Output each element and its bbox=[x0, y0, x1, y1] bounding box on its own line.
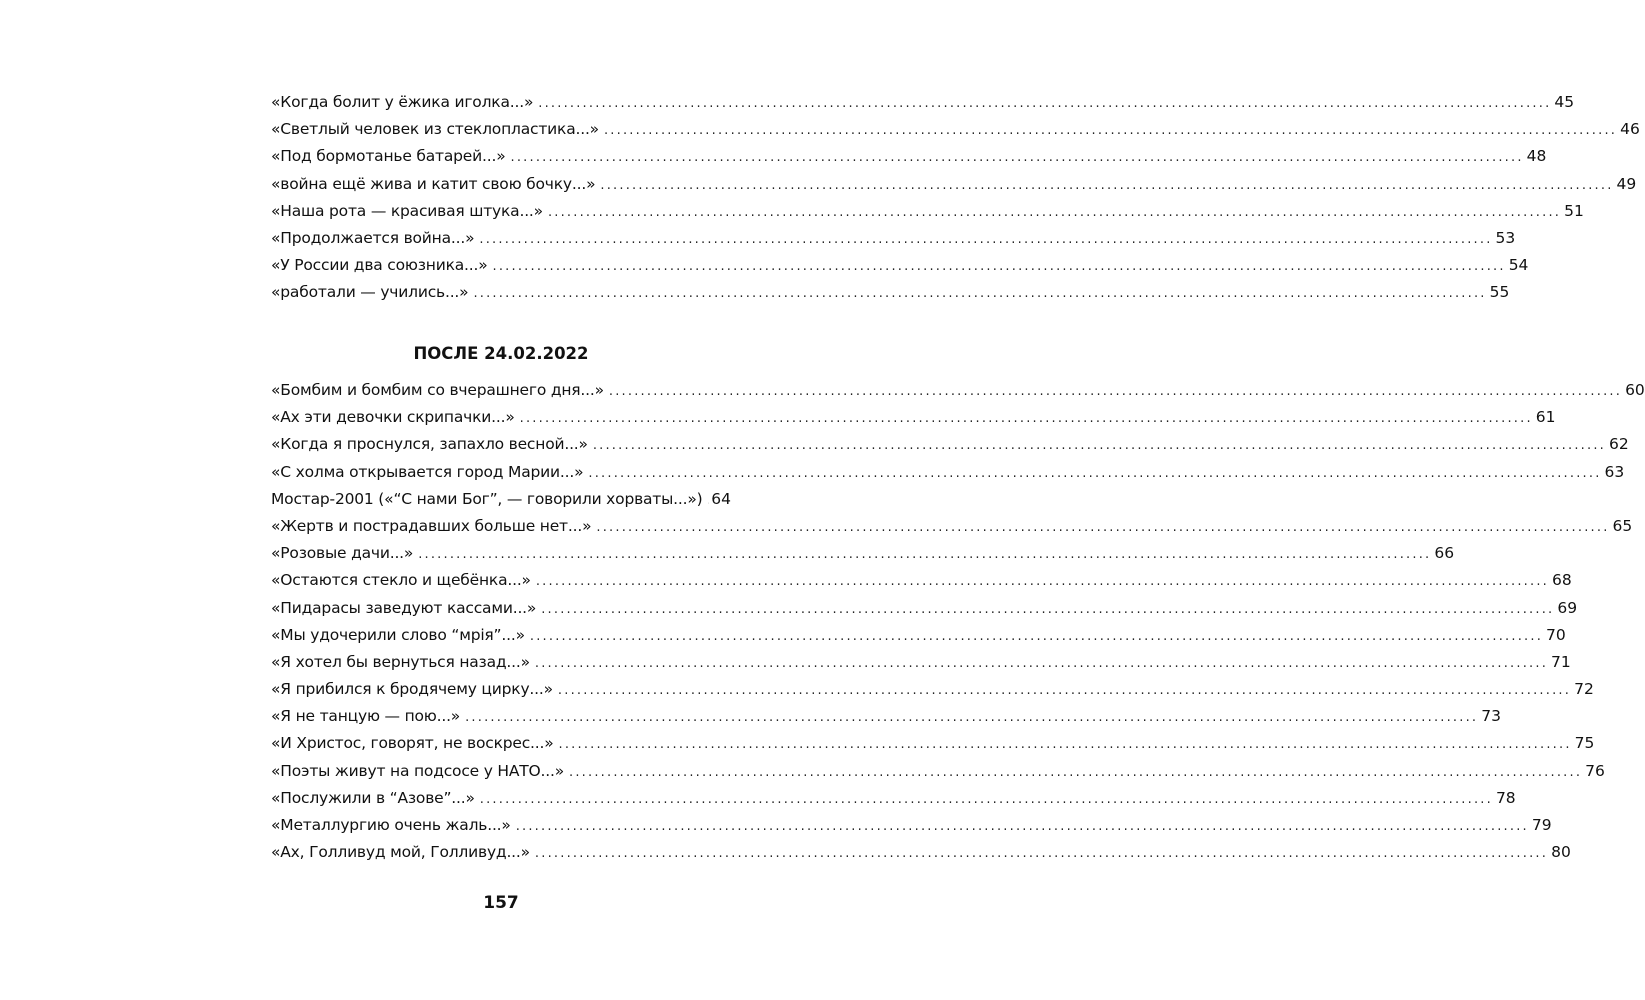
toc-entry-page: 69 bbox=[1557, 598, 1578, 617]
dot-leader: ................................................................................................................................................................ bbox=[588, 465, 1602, 481]
toc-entry bbox=[271, 143, 1547, 170]
toc-entry-page: 68 bbox=[1552, 571, 1572, 590]
toc-list-part1 bbox=[271, 89, 1640, 307]
toc-entry-title: «Светлый человек из стеклопластика...» bbox=[271, 120, 599, 139]
dot-leader: ................................................................................................................................................................ bbox=[492, 259, 1506, 275]
toc-entry bbox=[271, 116, 1640, 143]
toc-entry-title: «Металлургию очень жаль...» bbox=[271, 816, 511, 834]
toc-entry-title: «Я прибился к бродячему цирку...» bbox=[271, 680, 553, 699]
toc-entry bbox=[271, 540, 1455, 567]
toc-entry bbox=[271, 758, 1605, 785]
toc-entry bbox=[271, 622, 1566, 649]
dot-leader: ................................................................................................................................................................ bbox=[519, 411, 1533, 427]
toc-entry-page: 76 bbox=[1585, 761, 1605, 780]
toc-entry-page: 45 bbox=[1554, 93, 1575, 111]
toc-entry-page: 51 bbox=[1564, 201, 1584, 220]
toc-entry-title: «Продолжается война...» bbox=[271, 228, 475, 247]
dot-leader: ................................................................................................................................................................ bbox=[608, 384, 1623, 399]
toc-entry bbox=[271, 703, 1501, 730]
toc-entry-page: 64 bbox=[711, 489, 731, 508]
toc-entry-title: «Наша рота — красивая штука...» bbox=[271, 201, 543, 220]
toc-entry bbox=[271, 279, 1510, 306]
toc-entry bbox=[271, 785, 1516, 812]
toc-entry-page: 61 bbox=[1535, 408, 1556, 427]
toc-entry bbox=[271, 404, 1556, 431]
toc-entry-page: 75 bbox=[1574, 734, 1595, 753]
toc-entry-title: «война ещё жива и катит свою бочку...» bbox=[271, 174, 596, 193]
toc-entry bbox=[271, 198, 1584, 225]
toc-entry-title: «Розовые дачи...» bbox=[271, 544, 414, 563]
toc-entry bbox=[271, 513, 1633, 540]
dot-leader: ................................................................................................................................................................ bbox=[558, 737, 1572, 753]
toc-entry bbox=[271, 839, 1571, 866]
toc-entry-page: 55 bbox=[1489, 283, 1510, 302]
dot-leader: ................................................................................................................................................................ bbox=[538, 96, 1552, 111]
toc-entry-page: 60 bbox=[1625, 381, 1645, 399]
toc-entry-title: «Поэты живут на подсосе у НАТО...» bbox=[271, 761, 564, 780]
dot-leader: ................................................................................................................................................................ bbox=[473, 286, 1487, 302]
toc-entry-page: 54 bbox=[1508, 256, 1529, 275]
dot-leader: ................................................................................................................................................................ bbox=[418, 547, 1432, 563]
dot-leader: ................................................................................................................................................................ bbox=[603, 123, 1618, 139]
dot-leader: ................................................................................................................................................................ bbox=[534, 655, 1549, 671]
toc-entry-page: 78 bbox=[1495, 788, 1516, 807]
dot-leader: ................................................................................................................................................................ bbox=[535, 574, 1550, 590]
toc-entry bbox=[271, 171, 1637, 198]
page-number: 157 bbox=[483, 893, 519, 913]
toc-entry-title: «У России два союзника...» bbox=[271, 256, 488, 275]
toc-entry-title: «Когда я проснулся, запахло весной...» bbox=[271, 435, 588, 454]
dot-leader: ................................................................................................................................................................ bbox=[515, 819, 1529, 834]
toc-entry-title: «И Христос, говорят, не воскрес...» bbox=[271, 734, 554, 753]
toc-entry-title: «Под бормотанье батарей...» bbox=[271, 147, 506, 166]
toc-entry-title: «С холма открывается город Марии...» bbox=[271, 462, 584, 481]
dot-leader: ................................................................................................................................................................ bbox=[479, 791, 1493, 807]
toc-entry-title: «Я не танцую — пою...» bbox=[271, 707, 461, 726]
toc-entry bbox=[271, 812, 1552, 839]
dot-leader: ................................................................................................................................................................ bbox=[529, 628, 1544, 644]
toc-entry-page: 65 bbox=[1612, 516, 1633, 535]
toc-entry-page: 71 bbox=[1551, 652, 1571, 671]
dot-leader: ................................................................................................................................................................ bbox=[547, 204, 1562, 220]
toc-entry-title: «Остаются стекло и щебёнка...» bbox=[271, 571, 531, 590]
toc-entry-page: 46 bbox=[1620, 120, 1640, 139]
dot-leader: ................................................................................................................................................................ bbox=[510, 150, 1524, 166]
toc-entry bbox=[271, 595, 1578, 622]
toc-entry-page: 62 bbox=[1608, 435, 1629, 454]
toc-entry bbox=[271, 252, 1529, 279]
dot-leader: ................................................................................................................................................................ bbox=[592, 438, 1606, 454]
toc-entry bbox=[271, 459, 1625, 486]
toc-entry bbox=[271, 377, 1645, 404]
toc-entry-page: 48 bbox=[1526, 147, 1547, 166]
toc-entry-title: «Пидарасы заведуют кассами...» bbox=[271, 598, 537, 617]
toc-entry-title: «Мы удочерили слово “мрія”...» bbox=[271, 625, 525, 644]
toc-entry-title: Мостар-2001 («“С нами Бог”, — говорили хорваты...») bbox=[271, 489, 703, 508]
toc-entry-page: 63 bbox=[1604, 462, 1625, 481]
toc-entry-page: 73 bbox=[1481, 707, 1501, 726]
toc-entry-title: «Я хотел бы вернуться назад...» bbox=[271, 652, 530, 671]
toc-entry-title: «работали — учились...» bbox=[271, 283, 469, 302]
toc-list-part2 bbox=[271, 377, 1645, 866]
toc-entry bbox=[271, 486, 731, 513]
section-heading: ПОСЛЕ 24.02.2022 bbox=[413, 344, 589, 363]
toc-entry-title: «Ах, Голливуд мой, Голливуд...» bbox=[271, 843, 530, 862]
toc-entry bbox=[271, 89, 1575, 116]
toc-entry bbox=[271, 730, 1595, 757]
dot-leader: ................................................................................................................................................................ bbox=[596, 519, 1610, 535]
dot-leader: ................................................................................................................................................................ bbox=[569, 764, 1583, 780]
dot-leader: ................................................................................................................................................................ bbox=[541, 601, 1555, 617]
dot-leader: ................................................................................................................................................................ bbox=[600, 177, 1614, 193]
toc-entry bbox=[271, 567, 1572, 594]
toc-entry bbox=[271, 649, 1571, 676]
toc-entry-page: 79 bbox=[1531, 816, 1552, 834]
toc-entry bbox=[271, 676, 1594, 703]
toc-entry bbox=[271, 431, 1629, 458]
dot-leader: ................................................................................................................................................................ bbox=[534, 846, 1549, 862]
dot-leader: ................................................................................................................................................................ bbox=[557, 683, 1572, 699]
toc-entry-page: 49 bbox=[1616, 174, 1637, 193]
toc-entry-title: «Жертв и пострадавших больше нет...» bbox=[271, 516, 592, 535]
book-page bbox=[271, 0, 1645, 1000]
toc-entry-title: «Бомбим и бомбим со вчерашнего дня...» bbox=[271, 381, 604, 399]
toc-entry-title: «Ах эти девочки скрипачки...» bbox=[271, 408, 515, 427]
toc-entry-title: «Послужили в “Азове”...» bbox=[271, 788, 475, 807]
toc-entry-page: 72 bbox=[1574, 680, 1594, 699]
toc-entry-page: 66 bbox=[1434, 544, 1455, 563]
toc-entry-page: 80 bbox=[1551, 843, 1571, 862]
toc-entry bbox=[271, 225, 1516, 252]
toc-entry-page: 53 bbox=[1495, 228, 1516, 247]
dot-leader: ................................................................................................................................................................ bbox=[479, 231, 1493, 247]
dot-leader: ................................................................................................................................................................ bbox=[465, 710, 1479, 726]
toc-entry-page: 70 bbox=[1546, 625, 1566, 644]
dot-leader bbox=[708, 487, 709, 514]
toc-entry-title: «Когда болит у ёжика иголка...» bbox=[271, 93, 534, 111]
